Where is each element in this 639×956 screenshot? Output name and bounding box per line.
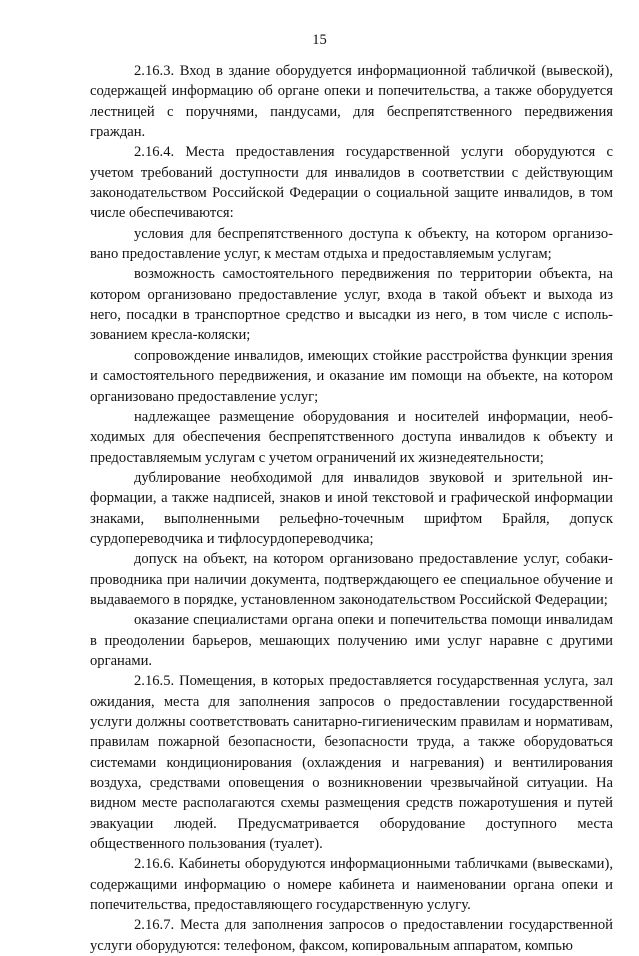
paragraph-2-16-6: 2.16.6. Кабинеты оборудуются информационными табличками (вывесками), содержащими информацию о номере кабинета и наименовании органа опеки и попечительства, предоставляющего государственную услугу.	[90, 856, 613, 914]
list-item-escort: сопровождение инвалидов, имеющих стойкие расстройства функции зрения и самостоятельного передвижения, и оказание им помощи на объекте, на котором организовано предоставление услуг;	[90, 347, 613, 405]
list-item-assistance: оказание специалистами органа опеки и попечительства помощи инвалидам в преодолении барьеров, мешающих получению ими услуг наравне с другими органами.	[90, 612, 613, 669]
list-item-movement: возможность самостоятельного передвижения по территории объекта, на котором организовано предоставление услуг, входа в такой объект и выхода из него, посадки в транспортное средство и высадки из него, в том числе с использованием кресла-коляски;	[90, 266, 613, 344]
paragraph-2-16-5: 2.16.5. Помещения, в которых предоставляется государственная услуга, зал ожидания, места для заполнения запросов о предоставлении государственной услуги должны соответствовать санитарно-гигиеническим правилам и нормативам, правилам пожарной безопасности, безопасности труда, а также оборудоваться системами кондиционирования (охлаждения и нагревания) и вентилирования воздуха, средствами оповещения о возникновении чрезвычайной ситуации. На видном месте располагаются схемы размещения средств пожаротушения и путей эвакуации людей. Предусматривается оборудование доступного места общественного пользования (туалет).	[90, 673, 613, 853]
document-body	[90, 61, 613, 956]
paragraph-2-16-4: 2.16.4. Места предоставления государственной услуги оборудуются с учетом требований доступности для инвалидов в соответствии с действующим законодательством Российской Федерации о социальной защите инвалидов, в том числе обеспечиваются:	[90, 144, 613, 222]
paragraph-2-16-7: 2.16.7. Места для заполнения запросов о предоставлении государственной услуги оборудуются: телефоном, факсом, копировальным аппаратом, компью	[90, 917, 613, 954]
list-item-information-duplication: дублирование необходимой для инвалидов звуковой и зрительной информации, а также надписей, знаков и иной текстовой и графической информации знаками, выполненными рельефно-точечным шрифтом Брайля, допуск сурдопереводчика и тифлосурдопереводчика;	[90, 469, 613, 547]
list-item-guide-dog: допуск на объект, на котором организовано предоставление услуг, собаки-проводника при наличии документа, подтверждающего ее специальное обучение и выдаваемого в порядке, установленном законодательством Российской Федерации;	[90, 551, 613, 608]
list-item-equipment-placement: надлежащее размещение оборудования и носителей информации, необходимых для обеспечения беспрепятственного доступа инвалидов к объекту и предоставляемым услугам с учетом ограничений их жизнедеятельности;	[90, 408, 613, 466]
paragraph-2-16-3: 2.16.3. Вход в здание оборудуется информационной табличкой (вывеской), содержащей информацию об органе опеки и попечительства, а также оборудуется лестницей с поручнями, пандусами, для беспрепятственного передвижения граждан.	[90, 63, 613, 141]
list-item-access-conditions: условия для беспрепятственного доступа к объекту, на котором организовано предоставление услуг, к местам отдыха и предоставляемым услугам;	[90, 225, 613, 263]
page-number: 15	[312, 32, 327, 48]
